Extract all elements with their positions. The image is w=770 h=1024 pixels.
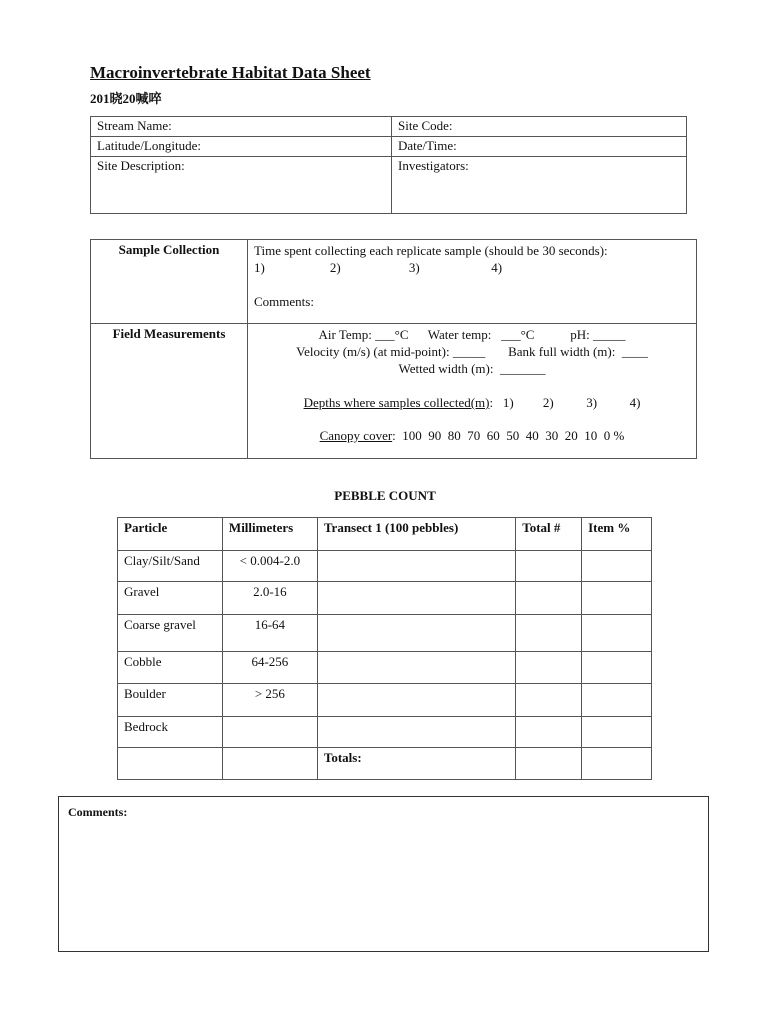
particle-cell: Gravel (118, 582, 223, 615)
velocity-line: Velocity (m/s) (at mid-point): _____ Bank full width (m): ____ (296, 344, 648, 359)
item-percent-cell[interactable] (582, 582, 652, 615)
lat-long-field[interactable]: Latitude/Longitude: (91, 137, 392, 157)
item-percent-cell[interactable] (582, 652, 652, 684)
table-row (118, 582, 652, 615)
totals-empty-cell (118, 748, 223, 780)
table-row (118, 717, 652, 748)
particle-cell: Clay/Silt/Sand (118, 551, 223, 582)
page-subtitle: 201晓20喊啐 (90, 91, 162, 106)
header-millimeters: Millimeters (222, 518, 317, 551)
depths-label: Depths where samples collected(m) (303, 395, 490, 410)
depths-line (254, 394, 690, 411)
total-cell[interactable] (516, 551, 582, 582)
total-cell[interactable] (516, 684, 582, 717)
pebble-count-title: PEBBLE COUNT (334, 488, 436, 503)
temp-ph-line: Air Temp: ___°C Water temp: ___°C pH: _____ (318, 327, 626, 342)
comments-label: Comments: (68, 805, 128, 819)
particle-cell: Coarse gravel (118, 615, 223, 652)
totals-row (118, 748, 652, 780)
investigators-field[interactable]: Investigators: (392, 157, 687, 214)
mm-cell: 64-256 (222, 652, 317, 684)
site-code-field[interactable]: Site Code: (392, 117, 687, 137)
mm-cell: 2.0-16 (222, 582, 317, 615)
header-transect: Transect 1 (100 pebbles) (317, 518, 515, 551)
page-title: Macroinvertebrate Habitat Data Sheet (90, 63, 371, 82)
time-spent-text: Time spent collecting each replicate sample (should be 30 seconds): (254, 243, 608, 258)
table-row (118, 615, 652, 652)
header-item-percent: Item % (582, 518, 652, 551)
table-row (118, 684, 652, 717)
totals-percent-cell[interactable] (582, 748, 652, 780)
canopy-label: Canopy cover (319, 428, 393, 443)
field-measurements-cell[interactable] (248, 324, 697, 459)
item-percent-cell[interactable] (582, 717, 652, 748)
field-measurements-label: Field Measurements (91, 324, 248, 459)
depths-values: : 1) 2) 3) 4) (489, 395, 641, 410)
table-row (118, 551, 652, 582)
total-cell[interactable] (516, 717, 582, 748)
transect-cell[interactable] (317, 582, 515, 615)
wetted-width-line: Wetted width (m): _______ (398, 361, 546, 376)
item-percent-cell[interactable] (582, 551, 652, 582)
mm-cell (222, 717, 317, 748)
particle-cell: Bedrock (118, 717, 223, 748)
total-cell[interactable] (516, 582, 582, 615)
mm-cell: 16-64 (222, 615, 317, 652)
item-percent-cell[interactable] (582, 615, 652, 652)
mm-cell: < 0.004-2.0 (222, 551, 317, 582)
table-row (118, 652, 652, 684)
mm-cell: > 256 (222, 684, 317, 717)
site-info-table (90, 116, 687, 214)
transect-cell[interactable] (317, 615, 515, 652)
canopy-values: : 100 90 80 70 60 50 40 30 20 10 0 % (392, 428, 625, 443)
totals-empty-cell (222, 748, 317, 780)
totals-label: Totals: (317, 748, 515, 780)
pebble-count-table (117, 517, 652, 780)
header-particle: Particle (118, 518, 223, 551)
transect-cell[interactable] (317, 684, 515, 717)
totals-total-cell[interactable] (516, 748, 582, 780)
total-cell[interactable] (516, 615, 582, 652)
replicates-text: 1) 2) 3) 4) (254, 260, 503, 275)
comments-box[interactable] (58, 796, 709, 952)
item-percent-cell[interactable] (582, 684, 652, 717)
sample-comments-label: Comments: (254, 294, 314, 309)
site-description-field[interactable]: Site Description: (91, 157, 392, 214)
canopy-line (254, 427, 690, 444)
sample-collection-cell[interactable] (248, 240, 697, 324)
sample-collection-label: Sample Collection (91, 240, 248, 324)
particle-cell: Cobble (118, 652, 223, 684)
stream-name-field[interactable]: Stream Name: (91, 117, 392, 137)
header-total: Total # (516, 518, 582, 551)
transect-cell[interactable] (317, 652, 515, 684)
total-cell[interactable] (516, 652, 582, 684)
date-time-field[interactable]: Date/Time: (392, 137, 687, 157)
transect-cell[interactable] (317, 551, 515, 582)
particle-cell: Boulder (118, 684, 223, 717)
transect-cell[interactable] (317, 717, 515, 748)
sample-field-table (90, 239, 697, 459)
